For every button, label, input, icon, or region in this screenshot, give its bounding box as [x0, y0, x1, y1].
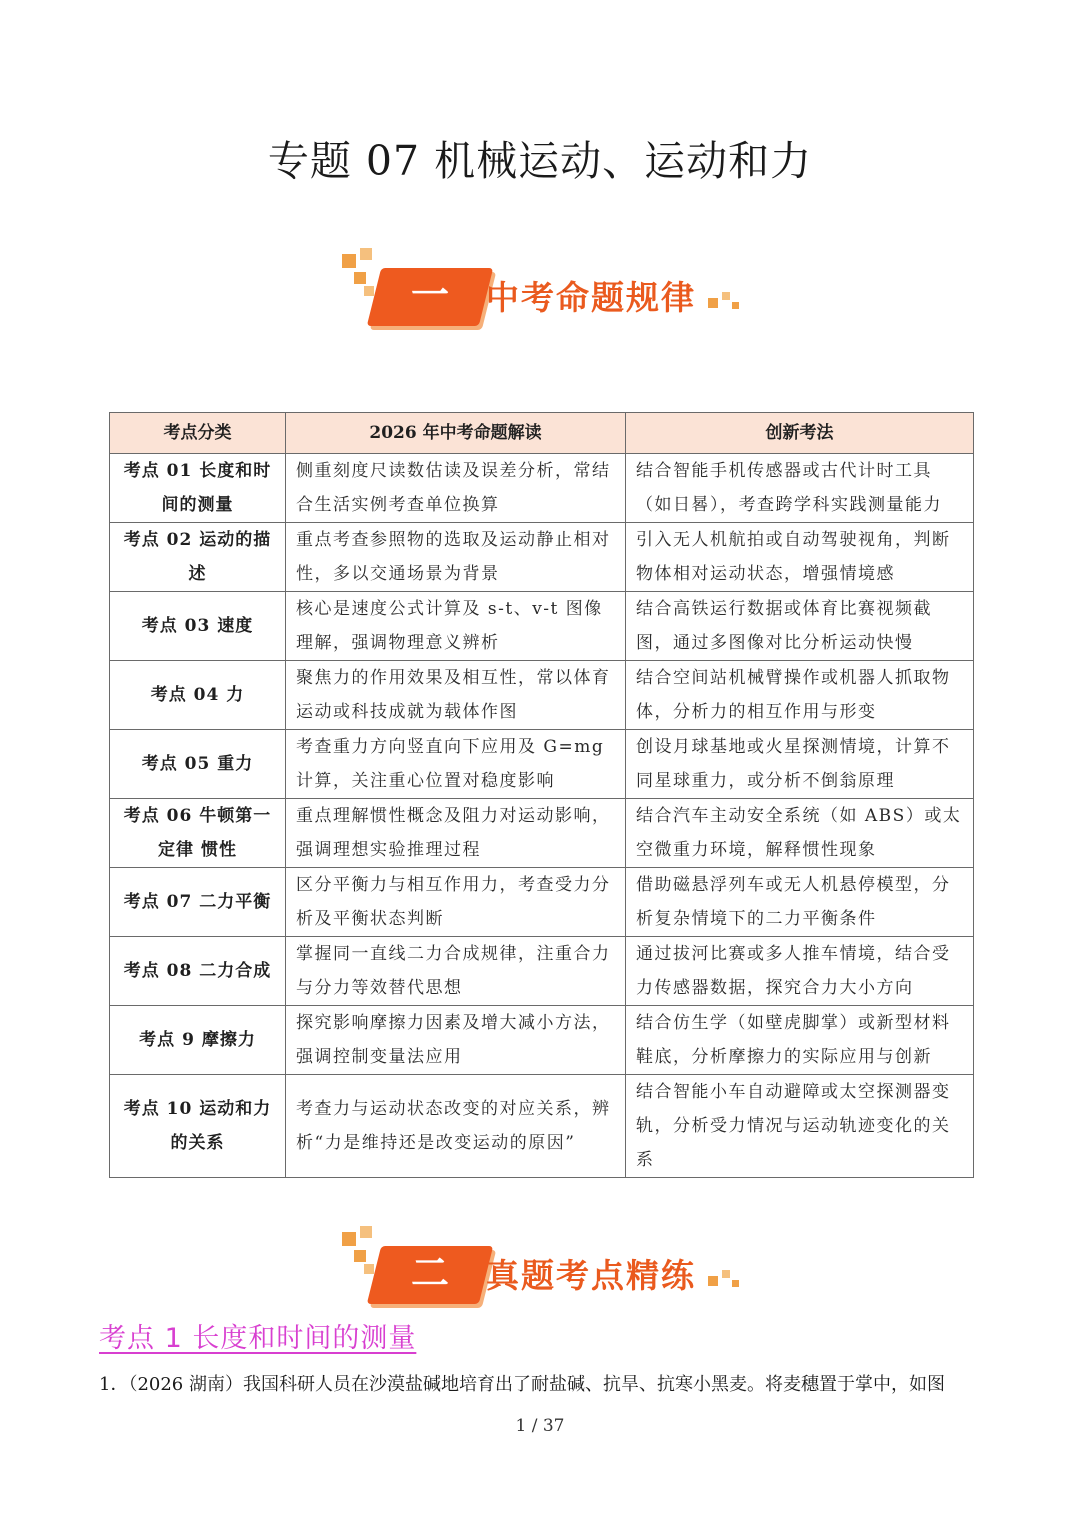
row-interpretation: 探究影响摩擦力因素及增大减小方法，强调控制变量法应用	[286, 1006, 626, 1075]
table-row	[110, 937, 974, 1006]
row-innovation: 借助磁悬浮列车或无人机悬停模型，分析复杂情境下的二力平衡条件	[626, 868, 974, 937]
row-innovation: 结合智能手机传感器或古代计时工具（如日晷），考查跨学科实践测量能力	[626, 454, 974, 523]
row-innovation: 结合汽车主动安全系统（如 ABS）或太空微重力环境，解释惯性现象	[626, 799, 974, 868]
table-row	[110, 592, 974, 661]
decor-square	[360, 248, 372, 260]
exam-analysis-table	[109, 412, 974, 1178]
page-number: 1 / 37	[515, 1416, 565, 1436]
row-category: 考点 07 二力平衡	[110, 868, 286, 937]
section-banner-2	[340, 1224, 750, 1314]
table-row	[110, 523, 974, 592]
row-interpretation: 区分平衡力与相互作用力，考查受力分析及平衡状态判断	[286, 868, 626, 937]
row-category: 考点 10 运动和力的关系	[110, 1075, 286, 1178]
decor-square	[732, 1280, 739, 1287]
table-header-row	[110, 413, 974, 454]
row-category: 考点 03 速度	[110, 592, 286, 661]
table-row	[110, 661, 974, 730]
row-category: 考点 01 长度和时间的测量	[110, 454, 286, 523]
decor-square	[708, 1276, 718, 1286]
table-row	[110, 799, 974, 868]
section-banner-1	[340, 246, 750, 336]
banner-number: 一	[410, 273, 449, 317]
row-interpretation: 重点考查参照物的选取及运动静止相对性，多以交通场景为背景	[286, 523, 626, 592]
row-interpretation: 侧重刻度尺读数估读及误差分析，常结合生活实例考查单位换算	[286, 454, 626, 523]
question-text: 1．（2026 湖南）我国科研人员在沙漠盐碱地培育出了耐盐碱、抗旱、抗寒小黑麦。将麦穗置于掌中，如图	[99, 1374, 945, 1395]
row-category: 考点 06 牛顿第一定律 惯性	[110, 799, 286, 868]
row-interpretation: 聚焦力的作用效果及相互性，常以体育运动或科技成就为载体作图	[286, 661, 626, 730]
decor-square	[354, 272, 366, 284]
decor-square	[722, 292, 730, 300]
row-category: 考点 08 二力合成	[110, 937, 286, 1006]
row-category: 考点 9 摩擦力	[110, 1006, 286, 1075]
decor-square	[364, 286, 374, 296]
banner-label: 中考命题规律	[486, 278, 696, 317]
header-interpretation: 2026 年中考命题解读	[286, 413, 626, 454]
row-innovation: 结合仿生学（如壁虎脚掌）或新型材料鞋底，分析摩擦力的实际应用与创新	[626, 1006, 974, 1075]
row-innovation: 通过拔河比赛或多人推车情境，结合受力传感器数据，探究合力大小方向	[626, 937, 974, 1006]
row-interpretation: 考查力与运动状态改变的对应关系，辨析“力是维持还是改变运动的原因”	[286, 1075, 626, 1178]
table-row	[110, 730, 974, 799]
row-category: 考点 04 力	[110, 661, 286, 730]
table-row	[110, 1006, 974, 1075]
decor-square	[342, 1232, 356, 1246]
table-row	[110, 1075, 974, 1178]
row-category: 考点 02 运动的描述	[110, 523, 286, 592]
row-innovation: 创设月球基地或火星探测情境，计算不同星球重力，或分析不倒翁原理	[626, 730, 974, 799]
table-row	[110, 868, 974, 937]
table-row	[110, 454, 974, 523]
decor-square	[732, 302, 739, 309]
decor-square	[708, 298, 718, 308]
row-category: 考点 05 重力	[110, 730, 286, 799]
row-interpretation: 重点理解惯性概念及阻力对运动影响，强调理想实验推理过程	[286, 799, 626, 868]
banner-number: 二	[410, 1251, 449, 1295]
row-interpretation: 核心是速度公式计算及 s-t、v-t 图像理解，强调物理意义辨析	[286, 592, 626, 661]
header-innovation: 创新考法	[626, 413, 974, 454]
decor-square	[354, 1250, 366, 1262]
decor-square	[722, 1270, 730, 1278]
row-interpretation: 掌握同一直线二力合成规律，注重合力与分力等效替代思想	[286, 937, 626, 1006]
row-innovation: 引入无人机航拍或自动驾驶视角，判断物体相对运动状态，增强情境感	[626, 523, 974, 592]
document-title: 专题 07 机械运动、运动和力	[267, 137, 813, 185]
row-innovation: 结合空间站机械臂操作或机器人抓取物体，分析力的相互作用与形变	[626, 661, 974, 730]
row-innovation: 结合智能小车自动避障或太空探测器变轨，分析受力情况与运动轨迹变化的关系	[626, 1075, 974, 1178]
decor-square	[364, 1264, 374, 1274]
decor-square	[342, 254, 356, 268]
section-heading[interactable]: 考点 1 长度和时间的测量	[99, 1323, 417, 1354]
row-interpretation: 考查重力方向竖直向下应用及 G=mg 计算，关注重心位置对稳度影响	[286, 730, 626, 799]
banner-label: 真题考点精练	[486, 1256, 696, 1295]
decor-square	[360, 1226, 372, 1238]
header-category: 考点分类	[110, 413, 286, 454]
row-innovation: 结合高铁运行数据或体育比赛视频截图，通过多图像对比分析运动快慢	[626, 592, 974, 661]
